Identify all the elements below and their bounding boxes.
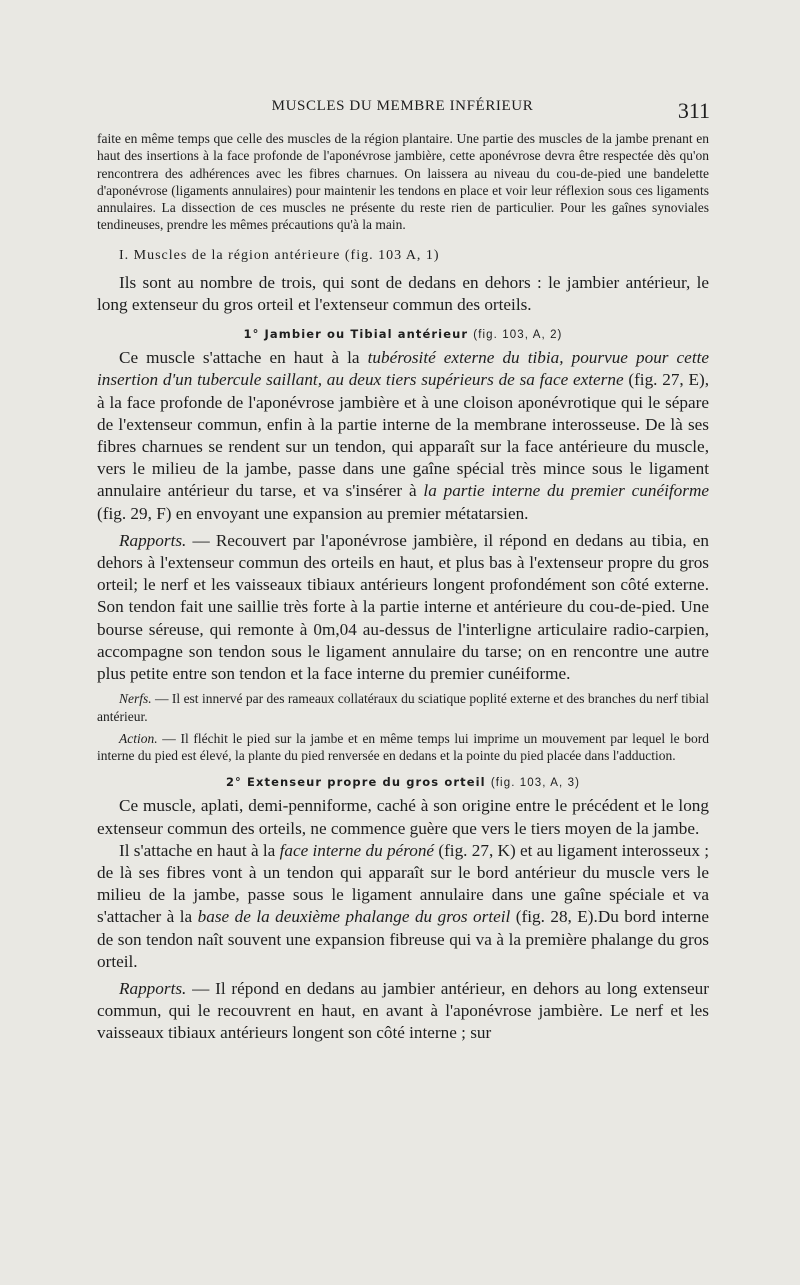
- section-intro-paragraph: Ils sont au nombre de trois, qui sont de dedans en dehors : le jambier antérieur, le long extenseur du gros orteil et l'extenseur commun des orteils.: [97, 272, 709, 314]
- rapports-label: Rapports.: [119, 530, 187, 550]
- text-run: Il s'attache en haut à la: [119, 840, 280, 860]
- muscle2-title: 2° Extenseur propre du gros orteil: [225, 775, 486, 790]
- text-run: (fig. 29, F) en envoyant une expansion au premier métatarsien.: [97, 503, 529, 523]
- muscle1-insertion-paragraph: [97, 347, 709, 525]
- text-run: (fig. 27, K) et au ligament interosseux ; de là ses fibres vont à un tendon qui apparaît sur le bord antérieur du muscle vers le milieu de la jambe, passe sous le ligament annulaire dans une gaîne spéciale et va s'attacher à la: [97, 840, 709, 927]
- rapports-text: — Recouvert par l'aponévrose jambière, il répond en dedans au tibia, en dehors à l'extenseur commun des orteils en haut, et plus bas à l'extenseur propre du gros orteil; le nerf et les vaisseaux tibiaux antérieurs longent profondément son côté externe. Son tendon fait une saillie très forte à la partie interne et antérieure du cou-de-pied. Une bourse séreuse, qui remonte à 0m,04 au-dessus de l'interligne articulaire radio-carpien, accompagne son tendon sous le ligament annulaire du tarse; on en rencontre une autre plus petite entre son tendon et la face interne du premier cunéiforme.: [97, 530, 709, 684]
- muscle2-intro-paragraph: Ce muscle, aplati, demi-penniforme, caché à son origine entre le précédent et le long extenseur commun des orteils, ne commence guère que vers le tiers moyen de la jambe.: [97, 796, 709, 838]
- emphasis-run: la partie interne du premier cunéiforme: [423, 481, 709, 501]
- emphasis-run: base de la deuxième phalange du gros orteil: [197, 907, 511, 927]
- text-run: (fig. 27, E), à la face profonde de l'aponévrose jambière et à une cloison aponévrotique qui le sépare de l'extenseur commun, enfin à la partie interne de la membrane interosseuse. De là ses fibres charnues se rendent sur un tendon, qui apparaît sur la face antérieure du muscle, vers le milieu de la jambe, passe dans une gaîne spécial très mince sous le ligament annulaire antérieur du tarse, et va s'insérer à: [97, 370, 709, 501]
- muscle1-figure-ref: (fig. 103, A, 2): [473, 329, 563, 342]
- rapports-text: — Il répond en dedans au jambier antérieur, en dehors au long extenseur commun, qui le recouvrent en haut, en avant à l'aponévrose jambière. Le nerf et les vaisseaux tibiaux antérieurs longent son côté interne ; sur: [97, 979, 709, 1043]
- section-title: I. Muscles de la région antérieure: [119, 247, 341, 263]
- muscle1-action-paragraph: [97, 730, 709, 765]
- nerfs-text: — Il est innervé par des rameaux collatéraux du sciatique poplité externe et des branches du nerf tibial antérieur.: [97, 691, 709, 724]
- page-body: [97, 130, 709, 1045]
- rapports-label: Rapports.: [119, 979, 187, 999]
- muscle2-insertion-paragraph: [97, 840, 709, 973]
- section-heading: [119, 248, 709, 264]
- muscle2-figure-ref: (fig. 103, A, 3): [490, 777, 581, 790]
- section-figure-ref: (fig. 103 A, 1): [344, 247, 440, 263]
- muscle1-rapports-paragraph: [97, 530, 709, 685]
- text-run: Ce muscle s'attache en haut à la: [119, 348, 368, 368]
- running-title: MUSCLES DU MEMBRE INFÉRIEUR: [271, 98, 534, 114]
- page-header: [95, 98, 710, 124]
- muscle1-title: 1° Jambier ou Tibial antérieur: [243, 327, 469, 342]
- nerfs-label: Nerfs.: [119, 691, 152, 707]
- muscle2-heading: [97, 775, 709, 789]
- text-run: (fig. 28, E).Du bord interne de son tendon naît souvent une expansion fibreuse qui va à la première phalange du gros orteil.: [97, 907, 710, 971]
- muscle1-nerfs-paragraph: [97, 690, 709, 725]
- action-text: — Il fléchit le pied sur la jambe et en même temps lui imprime un mouvement par lequel le bord interne du pied est élevé, la plante du pied renversée en dedans et la pointe du pied placée dans l'adduction.: [97, 730, 709, 764]
- intro-paragraph: faite en même temps que celle des muscles de la région plantaire. Une partie des muscles de la jambe prenant en haut des insertions à la face profonde de l'aponévrose jambière, cette aponévrose devra être respectée dès qu'on rencontrera des adhérences avec les fibres charnues. On laissera au niveau du cou-de-pied une bandelette d'aponévrose (ligaments annulaires) pour maintenir les tendons en place et voir leur réflexion sous ces ligaments annulaires. La dissection de ces muscles ne présente du reste rien de particulier. Pour les gaînes synoviales tendineuses, prendre les mêmes précautions qu'à la main.: [97, 131, 709, 233]
- emphasis-run: tubérosité externe du tibia, pourvue pour cette insertion d'un tubercule saillant, au deux tiers supérieurs de sa face externe: [97, 348, 709, 390]
- emphasis-run: face interne du péroné: [279, 840, 435, 860]
- page-number: 311: [677, 98, 710, 123]
- action-label: Action.: [119, 730, 158, 746]
- muscle1-heading: [97, 327, 709, 341]
- muscle2-rapports-paragraph: [97, 978, 709, 1045]
